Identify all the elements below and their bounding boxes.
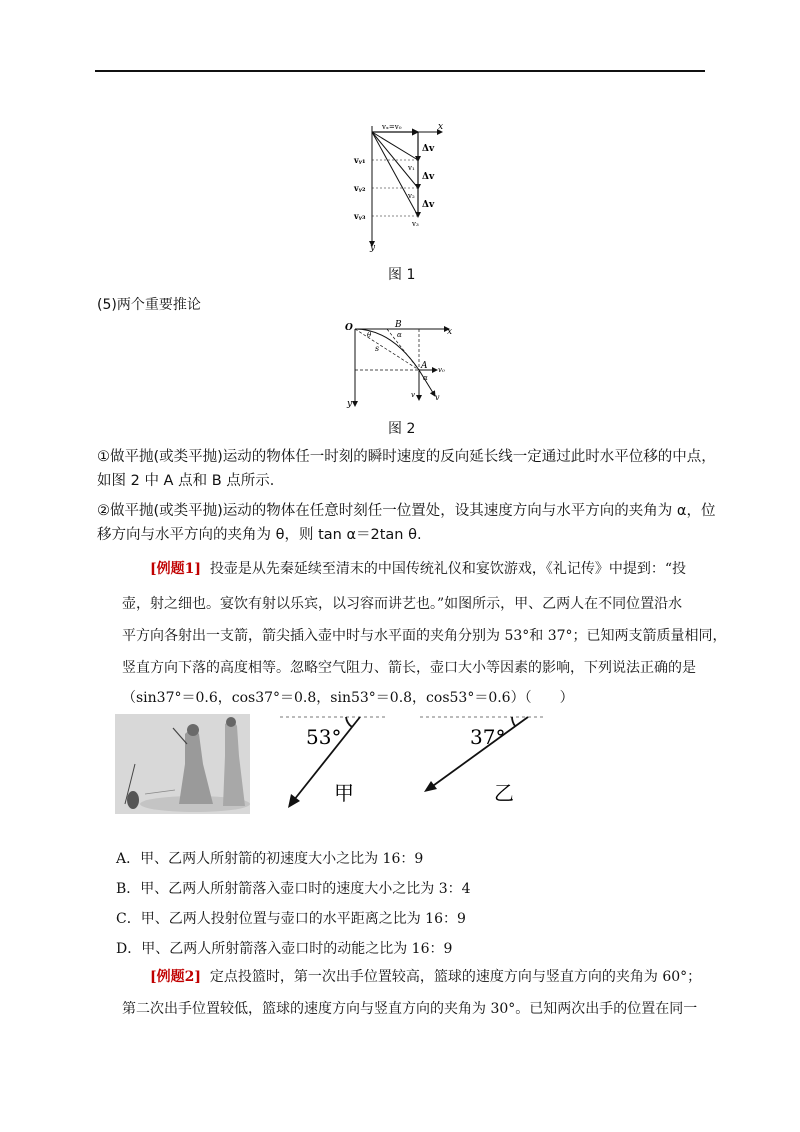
fig1-dv1-label: Δv (422, 144, 435, 154)
fig1-v2-label: v₂ (408, 192, 415, 200)
fig2-v0-label: v₀ (438, 366, 445, 374)
example-1-text-1: 投壶是从先秦延续至清末的中国传统礼仪和宴饮游戏，《礼记传》中提到：“投 (209, 561, 687, 577)
figure-1-caption: 图 1 (388, 267, 416, 283)
arrow-jia-angle: 53° (306, 725, 342, 749)
fig2-theta-label: θ (367, 331, 372, 339)
arrow-jia-label: 甲 (334, 781, 354, 805)
example-1-line-2: 壶，射之细也。宴饮有射以乐宾，以习容而讲艺也。”如图所示，甲、乙两人在不同位置沿水 (122, 596, 683, 612)
figure-2-inference-diagram (343, 318, 458, 410)
inference-2-line-2: 移方向与水平方向的夹角为 θ，则 tan α＝2tan θ. (97, 527, 422, 543)
fig2-a-label: A (421, 361, 428, 371)
fig2-x-label: x (447, 327, 453, 337)
figure-1-velocity-diagram (350, 118, 450, 253)
fig1-vx-label: vₓ=v₀ (382, 123, 402, 131)
figure-2-caption: 图 2 (388, 421, 416, 437)
fig2-b-label: B (395, 320, 402, 330)
example-2-line-2: 第二次出手位置较低，篮球的速度方向与竖直方向的夹角为 30°。已知两次出手的位置在同一 (122, 1001, 698, 1017)
fig1-vy2-label: vᵧ₂ (354, 183, 366, 193)
example-1-line-5: （sin37°＝0.6，cos37°＝0.8，sin53°＝0.8，cos53°＝0.6）（ ） (122, 690, 574, 706)
fig2-y-label: y (347, 399, 353, 409)
fig2-vy-label: v (411, 391, 415, 399)
example-2-text-1: 定点投篮时，第一次出手位置较高，篮球的速度方向与竖直方向的夹角为 60°； (209, 969, 702, 985)
fig2-s-label: s (375, 344, 380, 353)
fig1-vy1-label: vᵧ₁ (354, 155, 366, 165)
arrow-jia-diagram (278, 712, 388, 812)
section-5-heading: (5)两个重要推论 (97, 297, 201, 313)
inference-1-line-1: ①做平抛(或类平抛)运动的物体任一时刻的瞬时速度的反向延长线一定通过此时水平位移的中点， (97, 449, 716, 465)
arrow-yi-label: 乙 (494, 781, 514, 805)
fig1-vy3-label: vᵧ₃ (354, 211, 366, 221)
option-c: C．甲、乙两人投射位置与壶口的水平距离之比为 16：9 (116, 911, 466, 927)
fig1-dv2-label: Δv (422, 172, 435, 182)
fig1-dv3-label: Δv (422, 200, 435, 210)
fig1-v3-label: v₃ (412, 220, 419, 228)
example-2-line-1 (150, 962, 701, 992)
header-rule (95, 70, 705, 72)
inference-1-line-2: 如图 2 中 A 点和 B 点所示． (97, 473, 285, 489)
fig2-o-label: O (345, 323, 353, 333)
fig2-alpha-label: α (397, 331, 402, 339)
fig1-y-label: y (370, 243, 376, 253)
example-2-tag: [例题2] (150, 969, 201, 985)
touhu-painting-image (115, 714, 250, 814)
example-1-tag: [例题1] (150, 561, 201, 577)
fig1-x-label: x (438, 122, 444, 132)
fig1-v1-label: v₁ (408, 164, 415, 172)
fig2-alpha-at-a-label: α (423, 374, 428, 382)
option-b: B．甲、乙两人所射箭落入壶口时的速度大小之比为 3：4 (116, 881, 471, 897)
arrow-yi-diagram (418, 712, 548, 812)
option-a: A．甲、乙两人所射箭的初速度大小之比为 16：9 (116, 851, 424, 867)
example-1-line-1 (150, 554, 686, 584)
fig2-v-label: v (435, 393, 440, 402)
arrow-yi-angle: 37° (470, 725, 506, 749)
example-1-line-4: 竖直方向下落的高度相等。忽略空气阻力、箭长，壶口大小等因素的影响，下列说法正确的是 (122, 660, 696, 676)
inference-2-line-1: ②做平抛(或类平抛)运动的物体在任意时刻任一位置处，设其速度方向与水平方向的夹角为 α，位 (97, 503, 716, 519)
example-1-line-3: 平方向各射出一支箭，箭尖插入壶中时与水平面的夹角分别为 53°和 37°；已知两支箭质量相同， (122, 628, 727, 644)
option-d: D．甲、乙两人所射箭落入壶口时的动能之比为 16：9 (116, 941, 453, 957)
